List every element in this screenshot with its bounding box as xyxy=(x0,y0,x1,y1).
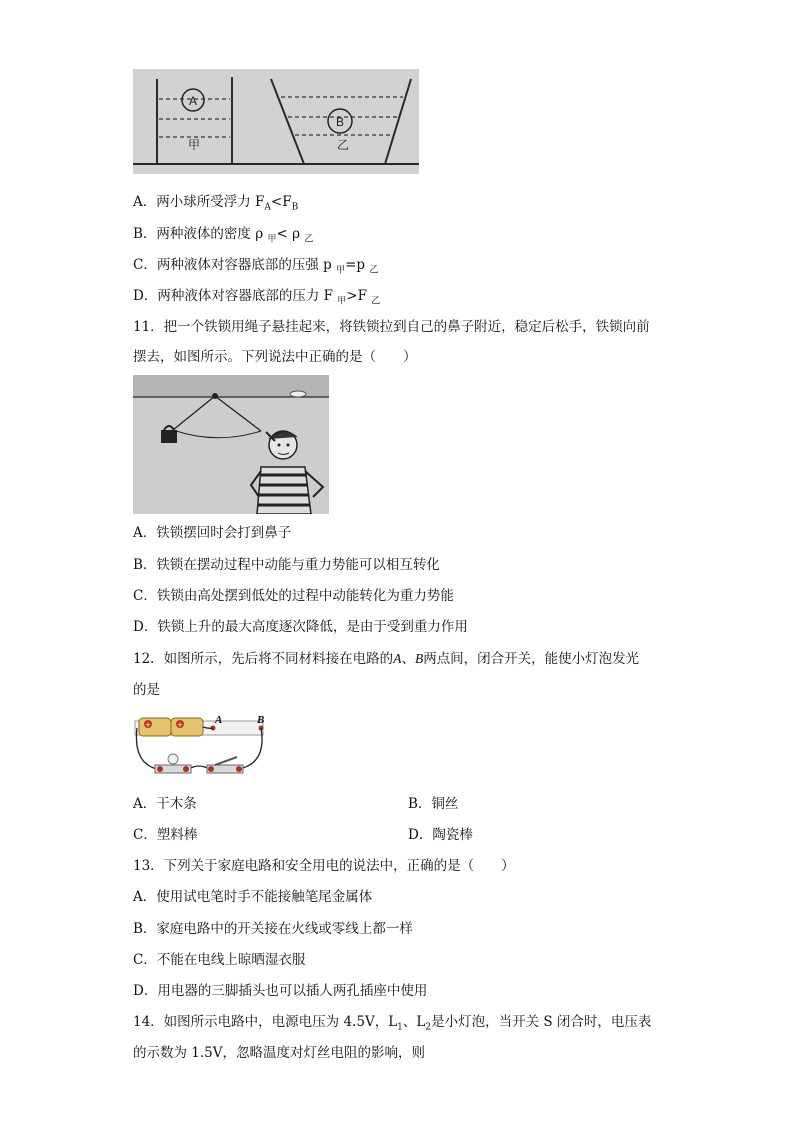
ball-a-label: A xyxy=(188,94,198,108)
liquid-jia-label: 甲 xyxy=(187,138,201,152)
terminal-a-label: A xyxy=(215,714,223,726)
q14-stem-line1: 14．如图所示电路中，电源电压为 4.5V，$L_1$、$L_2$是小灯泡，当开关 S 闭合时，电压表 xyxy=(133,1014,652,1033)
q12-option-c: C．塑料棒 xyxy=(133,827,198,843)
q11-option-a: A．铁锁摆回时会打到鼻子 xyxy=(133,525,292,541)
figure-circuit-ab xyxy=(133,713,273,779)
q12-option-d: D．陶瓷棒 xyxy=(408,827,473,843)
figure-containers xyxy=(133,69,419,174)
q14-stem-line2: 的示数为 1.5V，忽略温度对灯丝电阻的影响，则 xyxy=(133,1045,426,1061)
q13-option-d: D．用电器的三脚插头也可以插人两孔插座中使用 xyxy=(133,983,428,999)
svg-text:+: + xyxy=(145,721,151,729)
q12-stem-line2: 的是 xyxy=(133,682,160,698)
q11-option-b: B．铁锁在摆动过程中动能与重力势能可以相互转化 xyxy=(133,557,440,573)
terminal-b-label: B xyxy=(257,714,265,726)
q10-option-b: B．两种液体的密度 ρ $_甲$< ρ $_乙$ xyxy=(133,226,314,245)
svg-text:+: + xyxy=(177,721,183,729)
q13-option-b: B．家庭电路中的开关接在火线或零线上都一样 xyxy=(133,921,413,937)
q11-option-d: D．铁锁上升的最大高度逐次降低，是由于受到重力作用 xyxy=(133,619,468,635)
ball-b-label: B xyxy=(335,115,345,129)
liquid-yi-label: 乙 xyxy=(336,138,350,152)
q10-option-c: C．两种液体对容器底部的压强 p $_甲$=p $_乙$ xyxy=(133,257,379,276)
q11-option-c: C．铁锁由高处摆到低处的过程中动能转化为重力势能 xyxy=(133,588,454,604)
q13-option-a: A．使用试电笔时手不能接触笔尾金属体 xyxy=(133,889,373,905)
q11-stem-line1: 11．把一个铁锁用绳子悬挂起来，将铁锁拉到自己的鼻子附近，稳定后松手，铁锁向前 xyxy=(133,319,650,335)
q12-option-a: A．干木条 xyxy=(133,796,197,812)
q10-option-a: A．两小球所受浮力 $F_A<F_B$ xyxy=(133,194,299,213)
q13-option-c: C．不能在电线上晾晒湿衣服 xyxy=(133,952,306,968)
q12-option-b: B．铜丝 xyxy=(408,796,459,812)
q12-stem-line1: 12．如图所示，先后将不同材料接在电路的A、B两点间，闭合开关，能使小灯泡发光 xyxy=(133,651,640,667)
q13-stem: 13．下列关于家庭电路和安全用电的说法中，正确的是（ ） xyxy=(133,858,515,874)
q11-stem-line2: 摆去，如图所示。下列说法中正确的是（ ） xyxy=(133,349,417,365)
q10-option-d: D．两种液体对容器底部的压力 F $_甲$>F $_乙$ xyxy=(133,288,381,307)
figure-pendulum-lock xyxy=(133,375,329,514)
